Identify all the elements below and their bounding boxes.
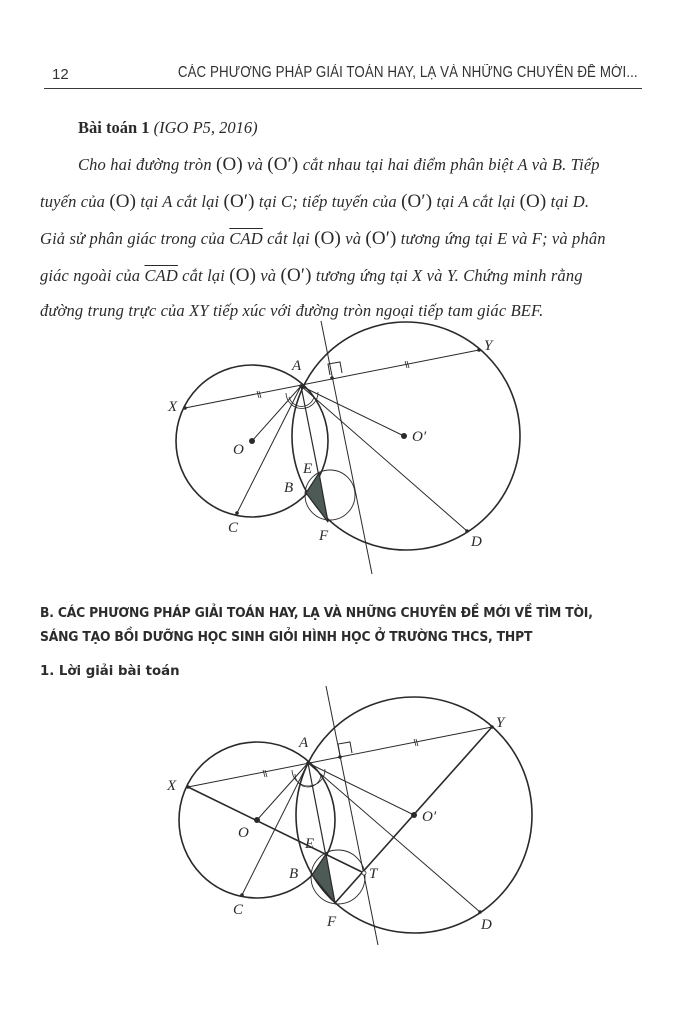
circle-notation: (O′)	[280, 265, 312, 286]
label-c: C	[228, 520, 239, 536]
running-title: CÁC PHƯƠNG PHÁP GIẢI TOÁN HAY, LẠ VÀ NHỮNG CHUYÊN ĐỀ MỚI...	[178, 64, 638, 81]
label-d: D	[481, 917, 492, 933]
text-run: giác ngoài của	[40, 266, 145, 285]
point-o	[254, 817, 260, 823]
circle-notation: (O′)	[401, 191, 433, 212]
label-f: F	[319, 528, 329, 544]
text-run: Cho hai đường tròn	[78, 155, 217, 174]
label-y: Y	[484, 338, 493, 354]
point-y	[490, 725, 494, 729]
text-run: Giả sử phân giác trong của	[40, 229, 230, 248]
circle-notation: (O′)	[267, 154, 299, 175]
point-x	[186, 785, 190, 789]
circle-notation: (O)	[216, 154, 243, 175]
label-f: F	[327, 914, 337, 930]
text-run: và	[340, 229, 366, 248]
section-b-line-1: B. CÁC PHƯƠNG PHÁP GIẢI TOÁN HAY, LẠ VÀ NHỮNG CHUYÊN ĐỀ MỚI VỀ TÌM TÒI,	[40, 606, 593, 621]
label-e: E	[305, 836, 315, 852]
segment-ao-prime	[308, 763, 414, 815]
label-t: T	[369, 866, 378, 882]
label-o-prime: O′	[412, 429, 427, 445]
text-run: tương ứng tại E và F; và phân	[396, 229, 606, 248]
label-e: E	[303, 461, 313, 477]
point-mid	[338, 755, 342, 759]
text-run: tại D.	[546, 192, 590, 211]
page-number: 12	[52, 66, 69, 83]
tick-ay-2	[416, 739, 418, 746]
circle-notation: (O)	[314, 228, 341, 249]
point-o-prime	[411, 812, 417, 818]
perpendicular-bisector	[326, 686, 378, 945]
circle-notation: (O′)	[223, 191, 255, 212]
right-angle-mark	[338, 742, 352, 755]
text-run: tại A cắt lại	[432, 192, 520, 211]
label-b: B	[284, 480, 294, 496]
label-a: A	[299, 735, 309, 751]
point-a	[306, 761, 310, 765]
point-t	[362, 871, 366, 875]
point-d	[478, 910, 482, 914]
label-a: A	[292, 358, 302, 374]
text-run: cắt nhau tại hai điểm phân biệt A và B. Tiếp	[298, 155, 600, 174]
text-run: tại A cắt lại	[136, 192, 224, 211]
label-x: X	[167, 778, 177, 794]
label-c: C	[233, 902, 244, 918]
label-d: D	[471, 534, 482, 550]
text-run: tuyến của	[40, 192, 110, 211]
angle-notation: $\overline{CAD}$	[144, 266, 178, 285]
subsection-title: 1. Lời giải bài toán	[40, 664, 180, 679]
point-c	[240, 893, 244, 897]
label-o: O	[233, 442, 244, 458]
label-x: X	[168, 399, 178, 415]
label-b: B	[289, 866, 299, 882]
circle-notation: (O′)	[365, 228, 397, 249]
segment-xt	[188, 787, 364, 873]
text-run: đường trung trực của XY tiếp xúc với đường tròn ngoại tiếp tam giác BEF.	[40, 301, 544, 320]
label-o-prime: O′	[422, 809, 437, 825]
circle-notation: (O)	[229, 265, 257, 286]
problem-title-source: (IGO P5, 2016)	[153, 118, 258, 137]
tick-xa	[263, 770, 265, 777]
label-y: Y	[496, 715, 505, 731]
text-run: và	[242, 155, 268, 174]
label-o: O	[238, 825, 249, 841]
text-run: cắt lại	[262, 229, 315, 248]
circle-notation: (O)	[519, 191, 547, 212]
text-run: cắt lại	[177, 266, 230, 285]
circle-notation: (O)	[109, 191, 137, 212]
section-b-line-2: SÁNG TẠO BỒI DƯỠNG HỌC SINH GIỎI HÌNH HỌC Ở TRƯỜNG THCS, THPT	[40, 630, 533, 645]
problem-title-bold: Bài toán 1	[78, 118, 150, 137]
angle-notation: $\overline{CAD}$	[229, 229, 263, 248]
text-run: tại C; tiếp tuyến của	[254, 192, 402, 211]
text-run: và	[256, 266, 281, 285]
text-run: tương ứng tại X và Y. Chứng minh rằng	[311, 266, 583, 285]
